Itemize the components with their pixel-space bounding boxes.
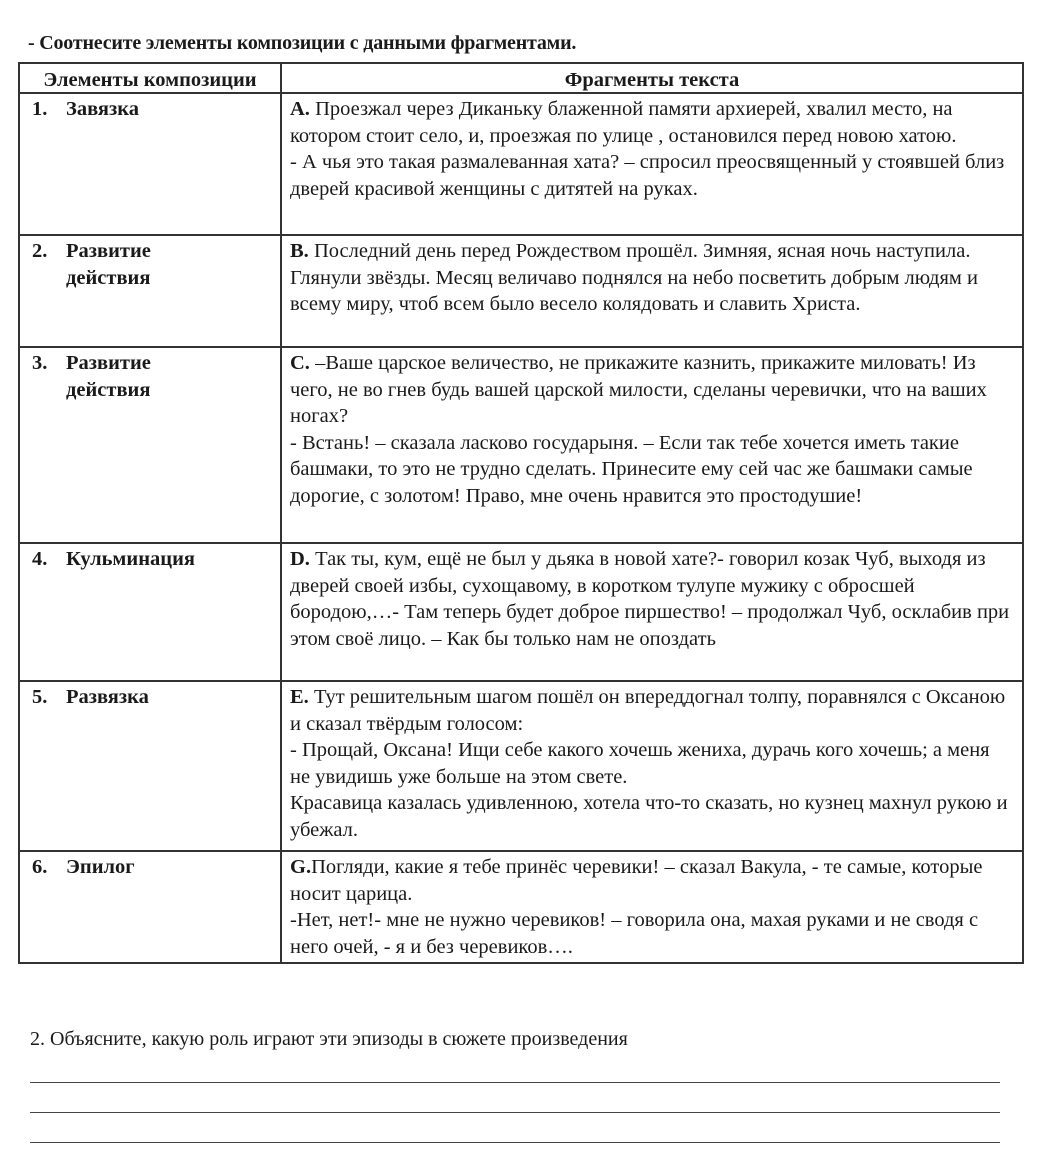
fragment-cell: Е. Тут решительным шагом пошёл он впереддогнал толпу, поравнялся с Оксаною и сказал твёрдым голосом: - Прощай, Оксана! Ищи себе какого хочешь жениха, дурачь кого хочешь; а меня не увидишь уже больше на этом свете. Красавица казалась удивленною, хотела что-то сказать, но кузнец махнул рукою и убежал. [281,681,1023,851]
table-row [19,347,1023,543]
header-fragments: Фрагменты текста [281,63,1023,93]
table-row [19,543,1023,681]
fragment-cell: G.Погляди, какие я тебе принёс черевики! – сказал Вакула, - те самые, которые носит царица. -Нет, нет!- мне не нужно черевиков! – говорила она, махая руками и не сводя с него очей, - я и без черевиков…. [281,851,1023,963]
fragment-cell: D. Так ты, кум, ещё не был у дьяка в новой хате?- говорил козак Чуб, выходя из дверей своей избы, сухощавому, в коротком тулупе мужику с обросшей бородою,…- Там теперь будет доброе пиршество! – продолжал Чуб, осклабив при этом своё лицо. – Как бы только нам не опоздать [281,543,1023,681]
question-2: 2. Объясните, какую роль играют эти эпизоды в сюжете произведения [30,1028,628,1050]
element-cell: 5. Развязка [19,681,281,851]
answer-line[interactable] [30,1082,1000,1083]
header-elements: Элементы композиции [19,63,281,93]
fragment-cell: С. –Ваше царское величество, не прикажите казнить, прикажите миловать! Из чего, не во гнев будь вашей царской милости, сделаны черевички, что на ваших ногах? - Встань! – сказала ласково государыня. – Если так тебе хочется иметь такие башмаки, то это не трудно сделать. Принесите ему сей час же башмаки самые дорогие, с золотом! Право, мне очень нравится это простодушие! [281,347,1023,543]
element-cell: 1. Завязка [19,93,281,235]
answer-line[interactable] [30,1142,1000,1143]
table-row [19,93,1023,235]
table-row [19,851,1023,963]
element-cell: 4. Кульминация [19,543,281,681]
table-header-row [19,63,1023,93]
task-title: - Соотнесите элементы композиции с данными фрагментами. [28,32,577,54]
matching-table [18,62,1024,964]
element-cell: 2. Развитие действия [19,235,281,347]
fragment-cell: В. Последний день перед Рождеством прошёл. Зимняя, ясная ночь наступила. Глянули звёзды. Месяц величаво поднялся на небо посветить добрым людям и всему миру, чтоб всем было весело колядовать и славить Христа. [281,235,1023,347]
element-cell: 6. Эпилог [19,851,281,963]
table-row [19,235,1023,347]
answer-line[interactable] [30,1112,1000,1113]
element-cell: 3. Развитие действия [19,347,281,543]
table-row [19,681,1023,851]
fragment-cell: А. Проезжал через Диканьку блаженной памяти архиерей, хвалил место, на котором стоит село, и, проезжая по улице , остановился перед новою хатою. - А чья это такая размалеванная хата? – спросил преосвященный у стоявшей близ дверей красивой женщины с дитятей на руках. [281,93,1023,235]
